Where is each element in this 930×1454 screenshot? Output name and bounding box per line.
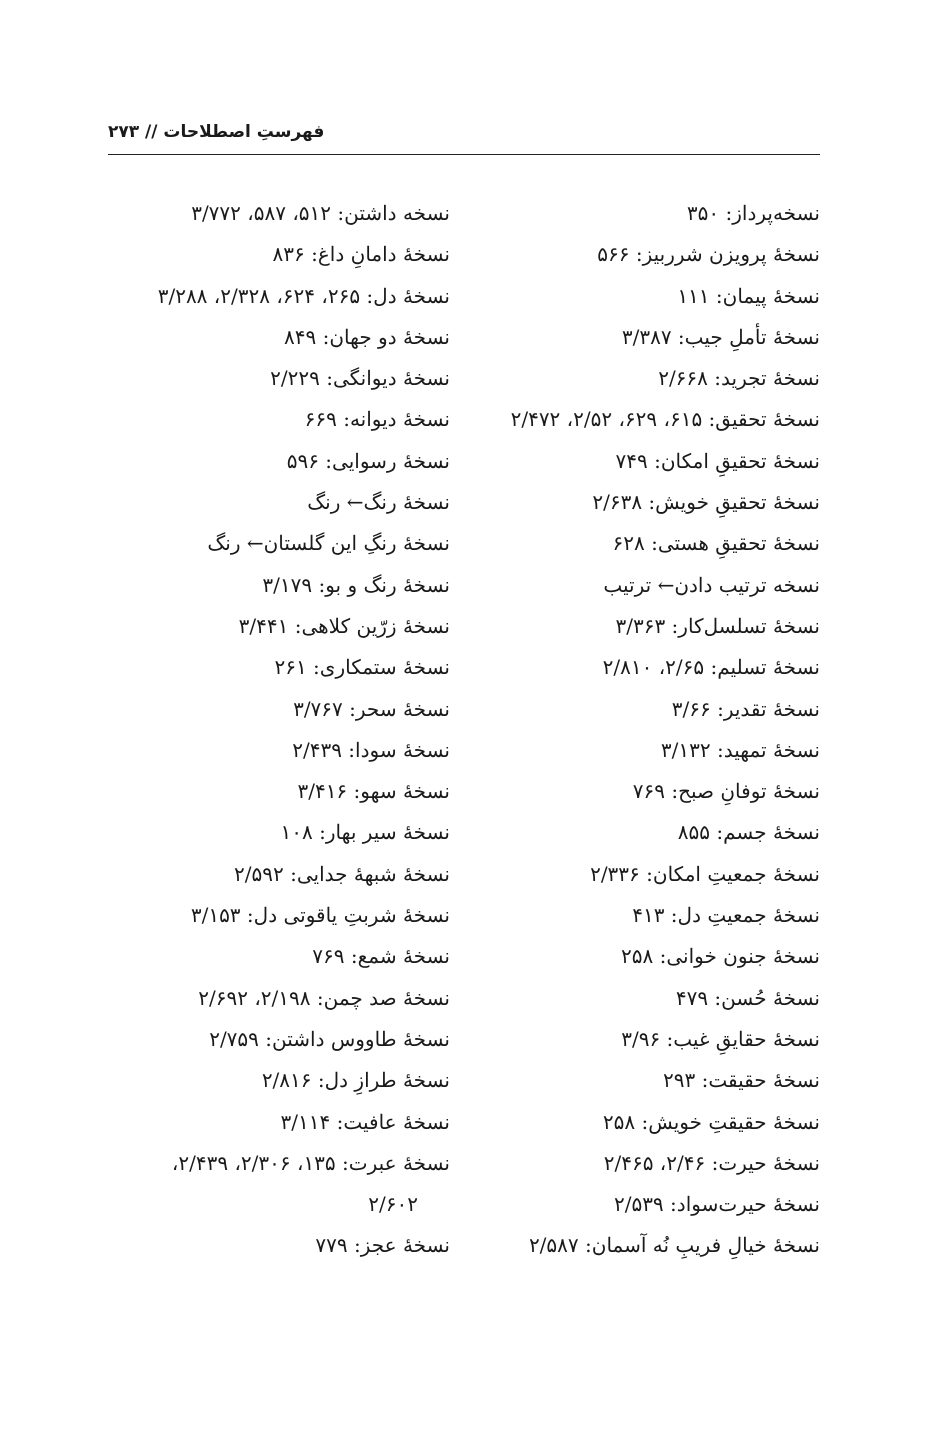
- index-entry: نسخهٔ سهو: ۳/۴۱۶: [297, 779, 450, 804]
- page-header-title: فهرستِ اصطلاحات // ۲۷۳: [108, 122, 325, 142]
- index-entry: نسخهٔ سحر: ۳/۷۶۷: [293, 696, 450, 721]
- index-entry: نسخهٔ جمعیتِ دل: ۴۱۳: [632, 903, 820, 928]
- index-entry: نسخهٔ پرویزن شرربیز: ۵۶۶: [597, 242, 820, 267]
- index-column-left: [110, 193, 450, 1267]
- index-entry: نسخهٔ دیوانه: ۶۶۹: [304, 407, 450, 432]
- index-entry: نسخهٔ صد چمن: ۲/۱۹۸، ۲/۶۹۲: [198, 985, 450, 1010]
- index-entry-continuation: ۲/۶۰۲: [368, 1192, 418, 1217]
- index-entry: نسخهٔ حیرت‌سواد: ۲/۵۳۹: [613, 1192, 820, 1217]
- index-entry: نسخهٔ سودا: ۲/۴۳۹: [292, 737, 450, 762]
- index-entry: نسخه داشتن: ۵۱۲، ۵۸۷، ۳/۷۷۲: [191, 201, 450, 225]
- index-entry: نسخهٔ تسلسل‌کار: ۳/۳۶۳: [615, 613, 820, 638]
- index-entry: نسخهٔ تقدیر: ۳/۶۶: [671, 696, 820, 721]
- index-entry: نسخهٔ حقیقت: ۲۹۳: [663, 1068, 820, 1093]
- index-entry: نسخهٔ حیرت: ۲/۴۶، ۲/۴۶۵: [603, 1150, 820, 1175]
- index-entry: نسخهٔ عافیت: ۳/۱۱۴: [280, 1109, 450, 1134]
- index-entry: نسخهٔ ستمکاری: ۲۶۱: [274, 655, 450, 680]
- index-entry: نسخهٔ رنگِ این گلستان← رنگ: [207, 531, 450, 556]
- index-entry: نسخهٔ شمع: ۷۶۹: [312, 944, 450, 969]
- index-entry: نسخهٔ تمهید: ۳/۱۳۲: [660, 737, 820, 762]
- index-entry: نسخه‌پرداز: ۳۵۰: [686, 201, 820, 225]
- index-entry: نسخهٔ زرّین کلاهی: ۳/۴۴۱: [238, 613, 450, 638]
- index-entry: نسخهٔ عجز: ۷۷۹: [315, 1233, 450, 1258]
- index-entry: نسخهٔ رنگ← رنگ: [307, 490, 450, 515]
- index-entry: نسخهٔ رنگ و بو: ۳/۱۷۹: [262, 572, 450, 597]
- index-entry: نسخهٔ سیر بهار: ۱۰۸: [280, 820, 450, 845]
- index-entry: نسخهٔ تحقیق: ۶۱۵، ۶۲۹، ۲/۵۲، ۲/۴۷۲: [510, 407, 820, 432]
- index-entry: نسخهٔ تحقیقِ امکان: ۷۴۹: [615, 448, 820, 473]
- index-entry: نسخهٔ جمعیتِ امکان: ۲/۳۳۶: [590, 861, 820, 886]
- index-entry: نسخهٔ عبرت: ۱۳۵، ۲/۳۰۶، ۲/۴۳۹،: [171, 1150, 450, 1175]
- index-entry: نسخهٔ تجرید: ۲/۶۶۸: [658, 366, 820, 391]
- index-entry: نسخهٔ توفانِ صبح: ۷۶۹: [632, 779, 820, 804]
- index-entry: نسخهٔ تأملِ جیب: ۳/۳۸۷: [621, 324, 820, 349]
- index-entry: نسخهٔ پیمان: ۱۱۱: [677, 283, 820, 308]
- index-entry: نسخهٔ دل: ۲۶۵، ۶۲۴، ۲/۳۲۸، ۳/۲۸۸: [157, 283, 450, 308]
- index-entry: نسخهٔ جنون خوانی: ۲۵۸: [621, 944, 820, 969]
- index-entry: نسخهٔ دیوانگی: ۲/۲۲۹: [270, 366, 450, 391]
- index-entry: نسخهٔ دامانِ داغ: ۸۳۶: [272, 242, 450, 267]
- index-entry: نسخهٔ تحقیقِ هستی: ۶۲۸: [612, 531, 820, 556]
- index-entry: نسخهٔ طرازِ دل: ۲/۸۱۶: [261, 1068, 450, 1093]
- index-entry: نسخهٔ رسوایی: ۵۹۶: [286, 448, 450, 473]
- index-entry: نسخهٔ حقایقِ غیب: ۳/۹۶: [621, 1026, 820, 1051]
- running-header: [108, 118, 820, 155]
- index-column-right: [480, 193, 820, 1267]
- index-entry: نسخهٔ حُسن: ۴۷۹: [675, 985, 820, 1010]
- index-entry: نسخهٔ جسم: ۸۵۵: [677, 820, 820, 845]
- index-entry: نسخهٔ حقیقتِ خویش: ۲۵۸: [602, 1109, 820, 1134]
- index-entry: نسخهٔ تحقیقِ خویش: ۲/۶۳۸: [592, 490, 820, 515]
- index-entry: نسخهٔ تسلیم: ۲/۶۵، ۲/۸۱۰: [602, 655, 820, 680]
- index-entry: نسخهٔ خیالِ فریبِ نُه آسمان: ۲/۵۸۷: [528, 1233, 820, 1258]
- index-entry: نسخهٔ شربتِ یاقوتی دل: ۳/۱۵۳: [190, 903, 450, 928]
- index-entry: نسخهٔ دو جهان: ۸۴۹: [283, 324, 450, 349]
- index-entry: نسخهٔ طاووس داشتن: ۲/۷۵۹: [209, 1026, 450, 1051]
- index-entry: نسخه ترتیب دادن← ترتیب: [603, 572, 820, 597]
- index-entry: نسخهٔ شبههٔ جدایی: ۲/۵۹۲: [234, 861, 450, 886]
